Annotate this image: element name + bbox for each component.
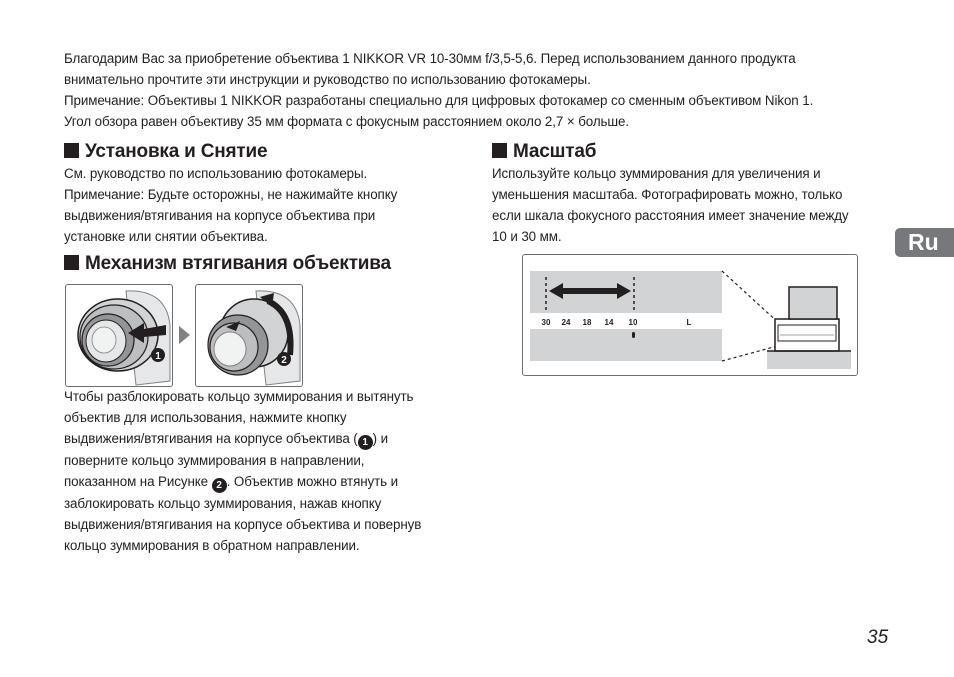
lens-figure-step-1 <box>65 284 173 387</box>
retract-title: Механизм втягивания объектива <box>85 253 391 274</box>
svg-text:2: 2 <box>281 355 287 366</box>
intro-line: Благодарим Вас за приобретение объектива 1 NIKKOR VR 10-30мм f/3,5-5,6. Перед использованием данного продукта <box>64 51 796 66</box>
retract-line: поверните кольцо зуммирования в направлении, <box>64 453 365 468</box>
install-heading <box>64 141 267 163</box>
scale-label-30: 30 <box>541 318 551 327</box>
zoom-line: уменьшения масштаба. Фотографировать можно, только <box>492 187 843 202</box>
zoom-heading <box>492 141 596 163</box>
lens-rotate-ring-illustration <box>196 285 303 387</box>
scale-label-24: 24 <box>561 318 571 327</box>
intro-note: Примечание: Объективы 1 NIKKOR разработаны специально для цифровых фотокамер со сменным объективом Nikon 1. <box>64 93 814 108</box>
zoom-text <box>492 163 849 247</box>
retract-line <box>64 428 421 450</box>
svg-text:1: 1 <box>155 351 161 362</box>
square-bullet-icon <box>64 255 79 270</box>
zoom-line: 10 и 30 мм. <box>492 229 562 244</box>
scale-label-L: L <box>686 318 692 327</box>
square-bullet-icon <box>492 143 507 158</box>
retract-line-part: . Объектив можно втянуть и <box>226 474 399 489</box>
retract-heading <box>64 253 391 275</box>
install-line: установке или снятии объектива. <box>64 229 268 244</box>
retract-line: Чтобы разблокировать кольцо зуммирования и вытянуть <box>64 389 414 404</box>
step-2-badge: 2 <box>212 478 227 493</box>
retract-line-part: выдвижения/втягивания на корпусе объектива ( <box>64 431 358 446</box>
intro-line: внимательно прочтите эти инструкции и руководство по использованию фотокамеры. <box>64 72 591 87</box>
zoom-title: Масштаб <box>513 141 597 162</box>
retract-line: выдвижения/втягивания на корпусе объектива и повернув <box>64 517 422 532</box>
zoom-scale-figure <box>522 254 858 376</box>
step-1-badge: 1 <box>358 435 373 450</box>
scale-label-18: 18 <box>582 318 592 327</box>
focal-length-scale-illustration <box>523 255 858 376</box>
square-bullet-icon <box>64 143 79 158</box>
next-step-arrow-icon <box>177 325 191 345</box>
lens-figure-step-2 <box>195 284 303 387</box>
retract-line: объектив для использования, нажмите кнопку <box>64 410 347 425</box>
install-line: См. руководство по использованию фотокамеры. <box>64 166 368 181</box>
zoom-line: если шкала фокусного расстояния имеет значение между <box>492 208 849 223</box>
scale-label-14: 14 <box>604 318 614 327</box>
install-line: выдвижения/втягивания на корпусе объектива при <box>64 208 376 223</box>
retract-line: кольцо зуммирования в обратном направлении. <box>64 538 360 553</box>
retract-text <box>64 386 421 556</box>
install-title: Установка и Снятие <box>85 141 268 162</box>
retract-line: заблокировать кольцо зуммирования, нажав кнопку <box>64 496 382 511</box>
retract-line-part: показанном на Рисунке <box>64 474 212 489</box>
install-line: Примечание: Будьте осторожны, не нажимайте кнопку <box>64 187 398 202</box>
page-number: 35 <box>867 627 889 648</box>
install-text <box>64 163 397 247</box>
intro-note: Угол обзора равен объективу 35 мм формата с фокусным расстоянием около 2,7 × больше. <box>64 114 630 129</box>
lens-press-button-illustration <box>66 285 173 387</box>
scale-label-10: 10 <box>628 318 638 327</box>
retract-line <box>64 471 421 493</box>
retract-line-part: ) и <box>372 431 389 446</box>
language-tab: Ru <box>895 228 954 257</box>
zoom-line: Используйте кольцо зуммирования для увеличения и <box>492 166 821 181</box>
intro-paragraph <box>64 48 813 132</box>
